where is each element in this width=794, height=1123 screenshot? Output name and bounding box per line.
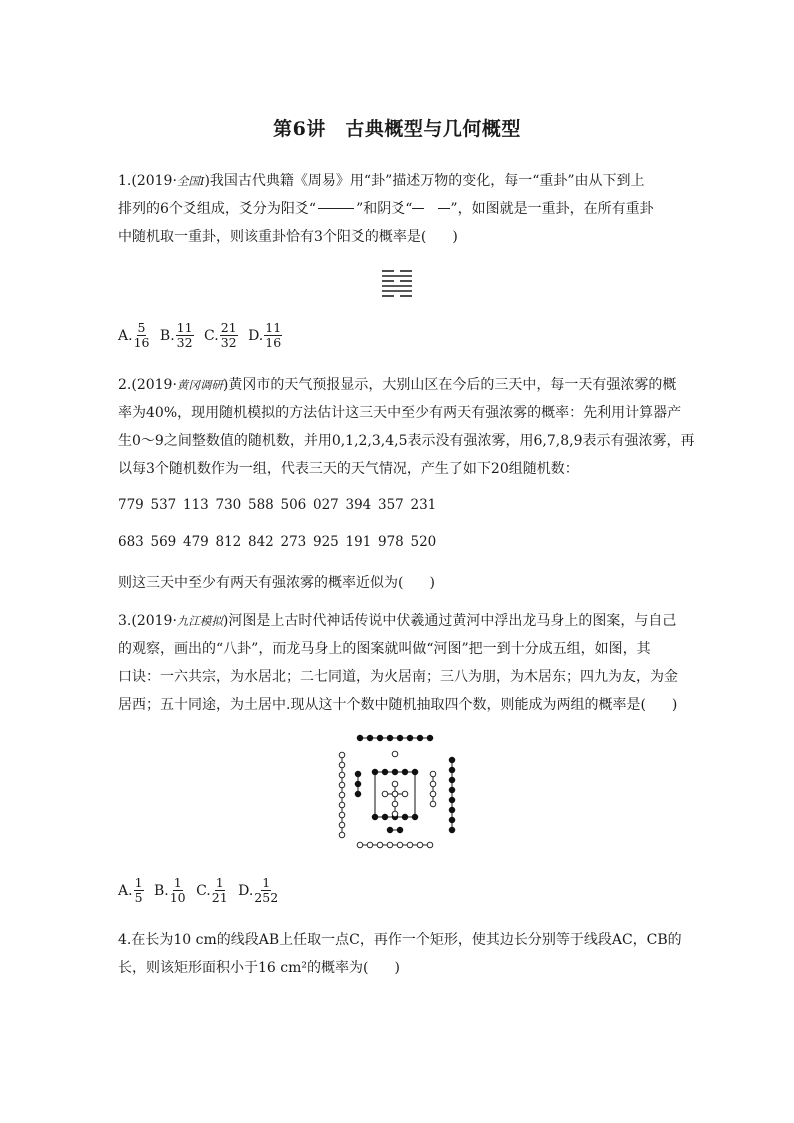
q2-source: 黄冈调研 xyxy=(176,378,223,392)
q2-line-4: 以每3个随机数作为一组，代表三天的天气情况，产生了如下20组随机数： xyxy=(118,461,579,477)
q1-line-3: 中随机取一重卦，则该重卦恰有3个阳爻的概率是( ) xyxy=(118,229,458,245)
random-numbers-row-2: 683 569 479 812 842 273 925 191 978 520 xyxy=(118,534,437,550)
yin-yao-symbol xyxy=(412,208,424,209)
hetu-top-inner xyxy=(392,751,398,757)
q3-option-c[interactable]: C. $\frac{1}{21}$ xyxy=(196,875,228,905)
q3-line-1: 3.(2019·九江模拟)河图是上古时代神话传说中伏羲通过黄河中浮出龙马身上的图案，与自己 xyxy=(118,613,677,629)
hetu-right-inner xyxy=(430,771,436,807)
hetu-center-top xyxy=(372,769,418,775)
hetu-left-outer xyxy=(339,752,345,838)
q2-line-2: 率为40%，现用随机模拟的方法估计这三天中至少有两天有强浓雾的概率：先利用计算器产 xyxy=(118,405,682,421)
q3-line-4: 居西；五十同途，为土居中.现从这十个数中随机抽取四个数，则能成为两组的概率是( ) xyxy=(118,697,678,713)
q1-option-a[interactable]: A. $\frac{5}{16}$ xyxy=(118,320,150,350)
q1-source: 全国Ⅰ xyxy=(176,174,205,188)
hetu-bottom-outer xyxy=(357,842,433,848)
q1-option-c[interactable]: C. $\frac{21}{32}$ xyxy=(204,320,237,350)
hetu-top-outer xyxy=(357,735,433,741)
q3-option-a[interactable]: A. $\frac{1}{5}$ xyxy=(118,875,143,905)
q2-line-3: 生0～9之间整数值的随机数，并用0,1,2,3,4,5表示没有强浓雾，用6,7,8,9表示有强浓雾，再 xyxy=(118,433,695,449)
hetu-center-horizontal xyxy=(382,791,408,797)
q1-option-b[interactable]: B. $\frac{11}{32}$ xyxy=(159,320,193,350)
hexagram-figure xyxy=(380,268,414,300)
q3-options xyxy=(118,876,284,905)
yang-yao-symbol xyxy=(318,208,354,209)
hetu-center-vertical xyxy=(392,781,398,817)
q3-option-d[interactable]: D. $\frac{1}{252}$ xyxy=(238,875,279,905)
q2-line-5: 则这三天中至少有两天有强浓雾的概率近似为( ) xyxy=(118,575,435,591)
q3-line-2: 的观察，画出的“八卦”，而龙马身上的图案就叫做“河图”把一到十分成五组，如图，其 xyxy=(118,641,651,657)
q4-line-1: 4.在长为10 cm的线段AB上任取一点C，再作一个矩形，使其边长分别等于线段AC，CB的 xyxy=(118,932,682,948)
q3-source: 九江模拟 xyxy=(176,614,223,628)
hetu-bottom-inner xyxy=(387,827,403,833)
q3-line-3: 口诀：一六共宗，为水居北；二七同道，为火居南；三八为朋，为木居东；四九为友，为金 xyxy=(118,669,678,685)
q3-option-b[interactable]: B. $\frac{1}{10}$ xyxy=(153,875,186,905)
hetu-right-outer xyxy=(449,757,455,833)
page-title: 第6讲 古典概型与几何概型 xyxy=(273,118,521,140)
q2-line-1: 2.(2019·黄冈调研)黄冈市的天气预报显示，大别山区在今后的三天中，每一天有强浓雾的概 xyxy=(118,377,677,393)
random-numbers-row-1: 779 537 113 730 588 506 027 394 357 231 xyxy=(118,497,437,513)
hetu-left-inner xyxy=(355,771,361,797)
q1-line-2: 排列的6个爻组成，爻分为阳爻“ ”和阴爻“ ”，如图就是一重卦，在所有重卦 xyxy=(118,201,654,217)
q4-line-2: 长，则该矩形面积小于16 cm²的概率为( ) xyxy=(118,960,400,976)
q1-option-d[interactable]: D. $\frac{11}{16}$ xyxy=(248,320,282,350)
q1-line-1: 1.(2019·全国Ⅰ)我国古代典籍《周易》用“卦”描述万物的变化，每一“重卦”由从下到上 xyxy=(118,173,645,189)
q1-options xyxy=(118,321,288,350)
hetu-diagram xyxy=(330,730,470,854)
